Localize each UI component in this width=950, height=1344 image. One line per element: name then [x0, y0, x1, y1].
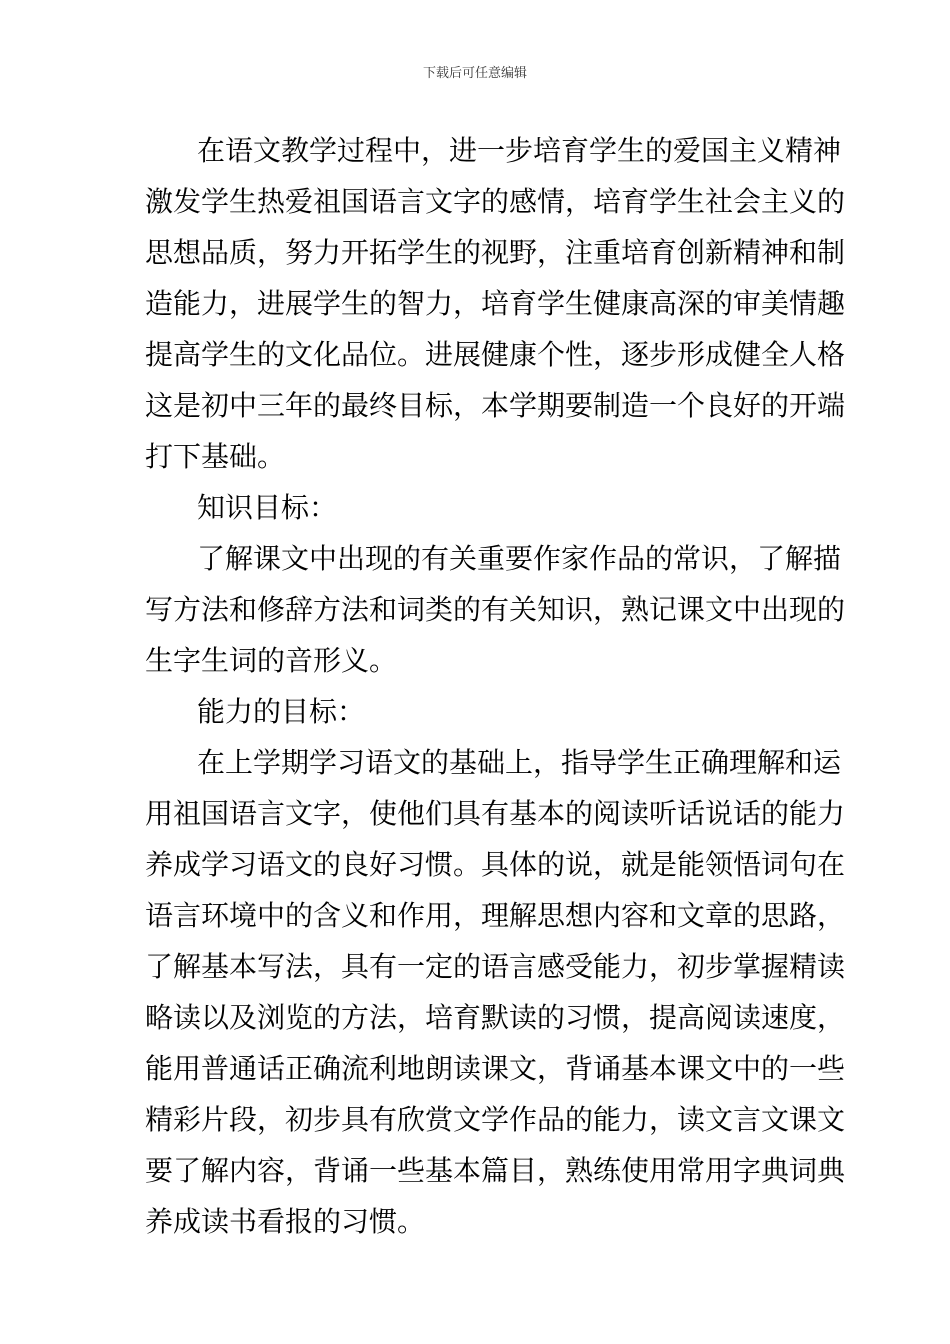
text-line: 激发学生热爱祖国语言文字的感情，培育学生社会主义的 [145, 185, 846, 218]
text-line: 用祖国语言文字，使他们具有基本的阅读听话说话的能力 [145, 797, 846, 830]
text-line: 要了解内容，背诵一些基本篇目，熟练使用常用字典词典 [145, 1154, 846, 1187]
text-line: 了解课文中出现的有关重要作家作品的常识，了解描 [197, 542, 842, 575]
document-body [145, 125, 846, 1247]
text-line: 养成学习语文的良好习惯。具体的说，就是能领悟词句在 [145, 848, 846, 881]
text-line: 养成读书看报的习惯。 [145, 1205, 426, 1238]
text-line: 生字生词的音形义。 [145, 644, 398, 677]
paragraph-goal [145, 125, 846, 482]
heading-ability-goals [145, 686, 825, 737]
text-line: 在上学期学习语文的基础上，指导学生正确理解和运 [197, 746, 842, 779]
text-line: 能用普通话正确流利地朗读课文，背诵基本课文中的一些 [145, 1052, 846, 1085]
section-heading: 知识目标： [197, 491, 338, 524]
text-line: 写方法和修辞方法和词类的有关知识，熟记课文中出现的 [145, 593, 846, 626]
text-line: 思想品质，努力开拓学生的视野，注重培育创新精神和制 [145, 236, 846, 269]
text-line: 略读以及浏览的方法，培育默读的习惯，提高阅读速度， [145, 1001, 846, 1034]
heading-knowledge-goals [145, 482, 825, 533]
page-header: 下载后可任意编辑 [422, 66, 527, 81]
text-line: 了解基本写法，具有一定的语言感受能力，初步掌握精读 [145, 950, 846, 983]
text-line: 语言环境中的含义和作用，理解思想内容和文章的思路， [145, 899, 846, 932]
text-line: 打下基础。 [145, 440, 286, 473]
text-line: 精彩片段，初步具有欣赏文学作品的能力，读文言文课文 [145, 1103, 846, 1136]
text-line: 在语文教学过程中，进一步培育学生的爱国主义精神 [197, 134, 842, 167]
paragraph-ability [145, 737, 846, 1247]
text-line: 这是初中三年的最终目标，本学期要制造一个良好的开端 [145, 389, 846, 422]
section-heading: 能力的目标： [197, 695, 366, 728]
paragraph-knowledge [145, 533, 846, 686]
text-line: 造能力，进展学生的智力，培育学生健康高深的审美情趣 [145, 287, 846, 320]
text-line: 提高学生的文化品位。进展健康个性，逐步形成健全人格 [145, 338, 846, 371]
